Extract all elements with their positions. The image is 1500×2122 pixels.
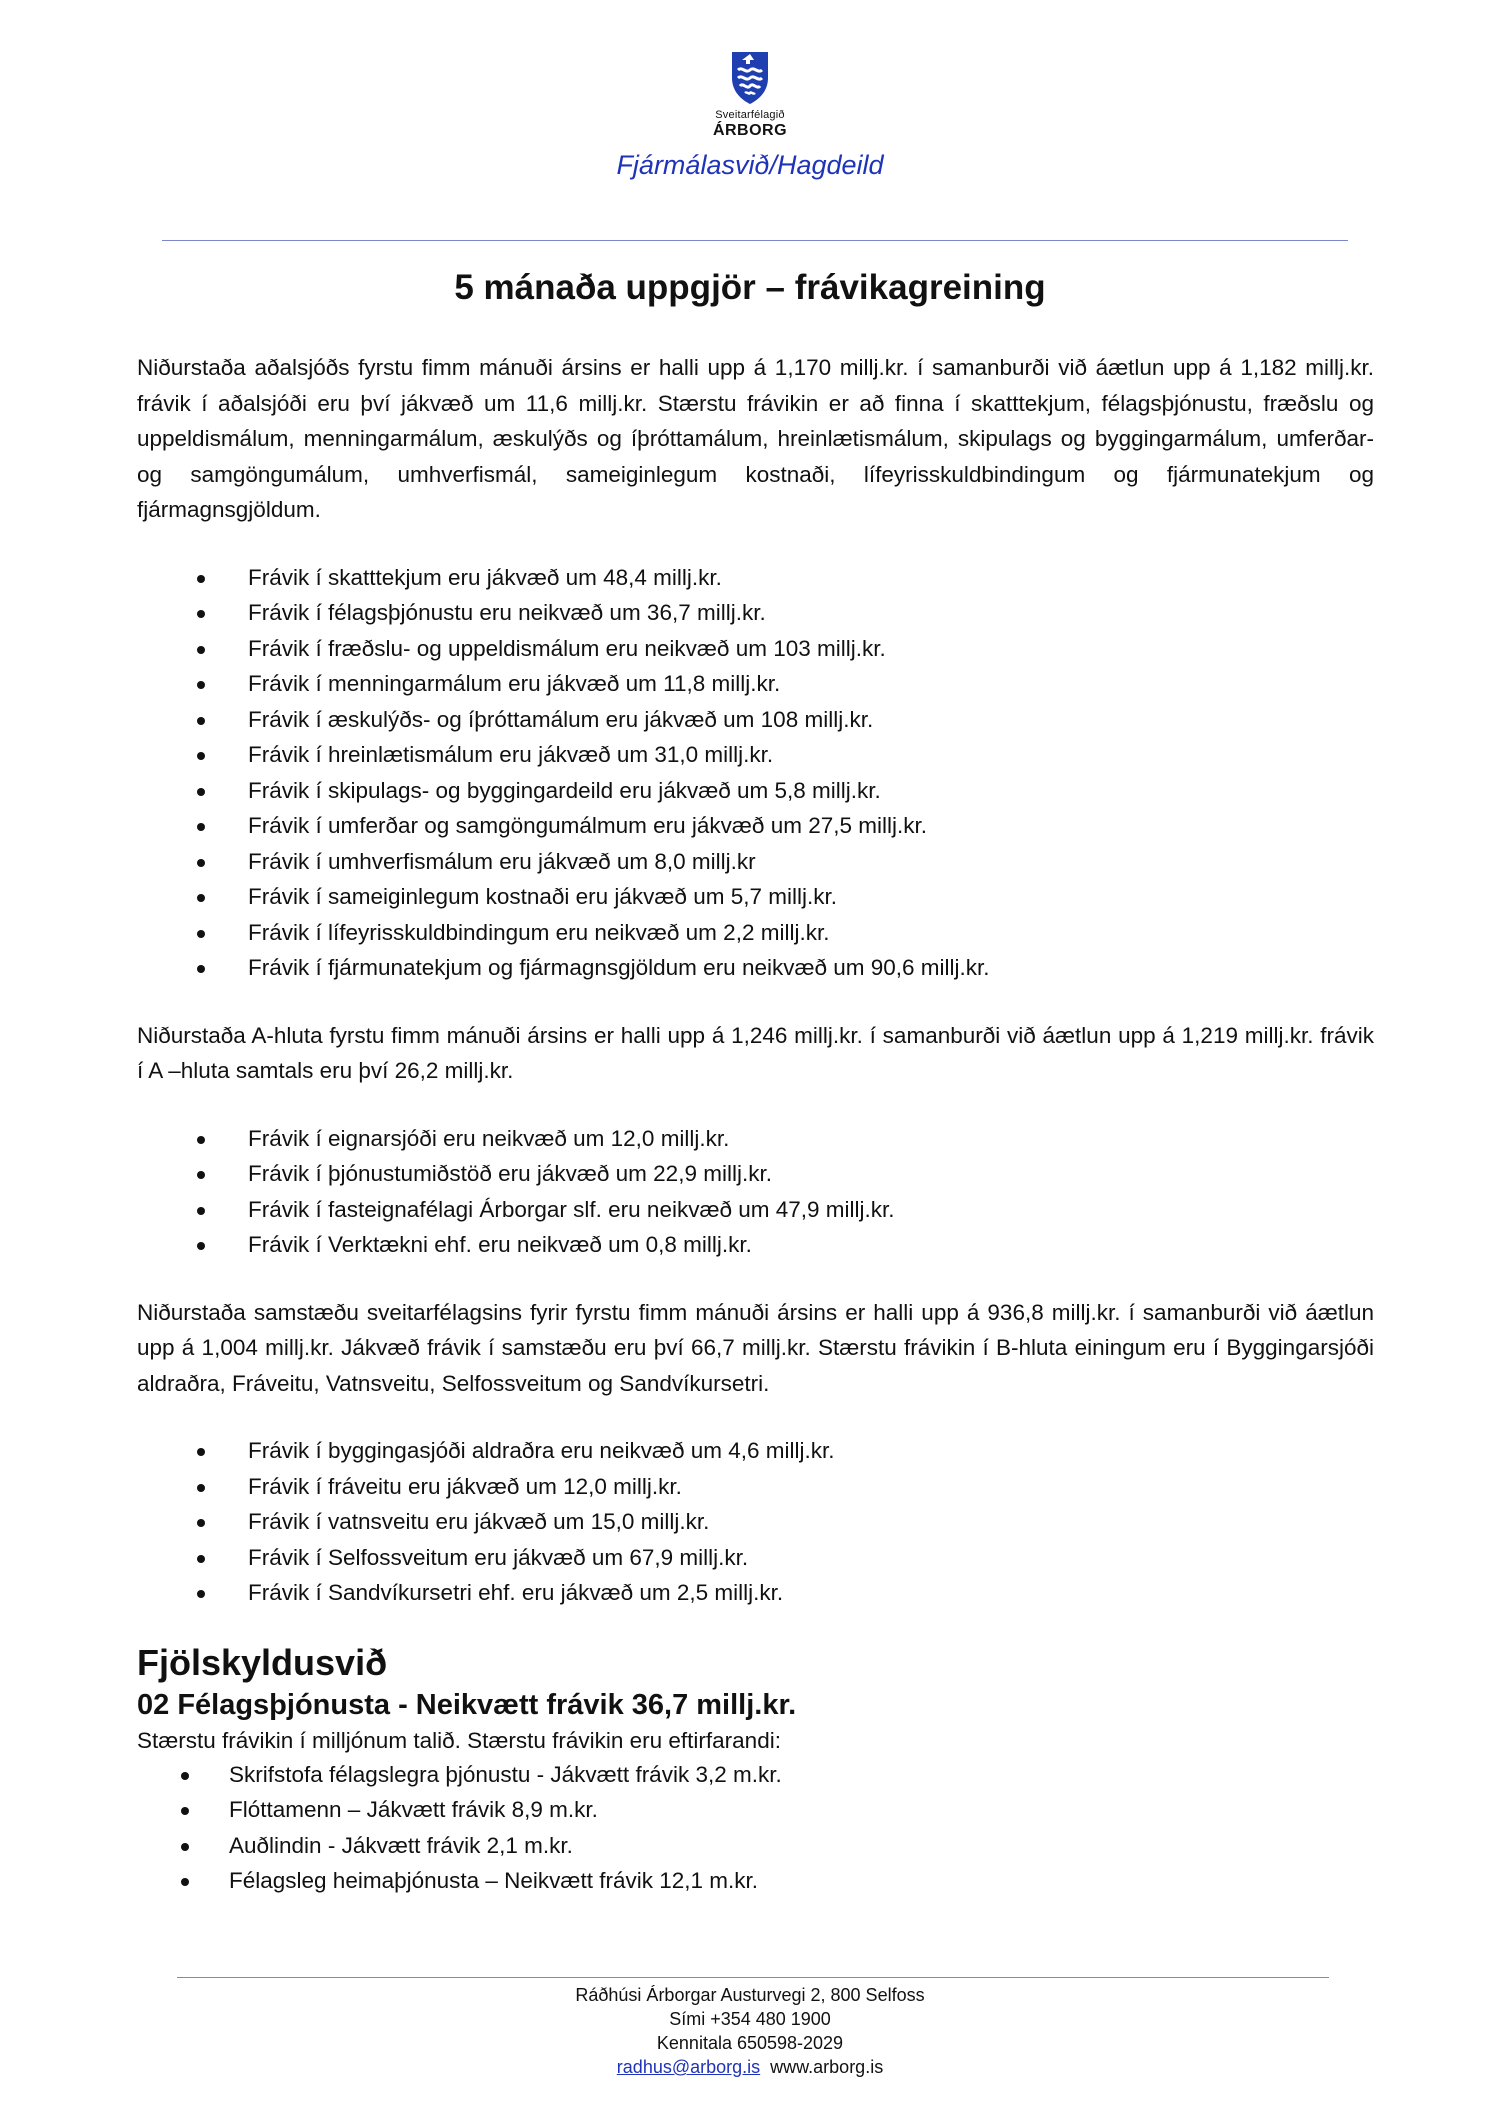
department-name: Fjármálasvið/Hagdeild: [616, 150, 884, 180]
a-part-summary: Niðurstaða A-hluta fyrstu fimm mánuði ársins er halli upp á 1,246 millj.kr. í samanburði við áætlun upp á 1,219 millj.kr. frávik í A –hluta samtals eru því 26,2 millj.kr.: [137, 1022, 1374, 1083]
bullet-icon: [197, 1242, 205, 1250]
list-item: Frávik í Sandvíkursetri ehf. eru jákvæð um 2,5 millj.kr.: [137, 1575, 1374, 1611]
bullet-icon: [181, 1878, 189, 1886]
list-item: Frávik í umhverfismálum eru jákvæð um 8,0 millj.kr: [137, 844, 1374, 880]
bullet-icon: [197, 1136, 205, 1144]
list-item: Frávik í vatnsveitu eru jákvæð um 15,0 millj.kr.: [137, 1504, 1374, 1540]
bullet-icon: [197, 1448, 205, 1456]
bullet-icon: [197, 1171, 205, 1179]
logo-line1: Sveitarfélagið: [715, 109, 785, 121]
website-text: www.arborg.is: [770, 2057, 884, 2077]
bullet-icon: [181, 1807, 189, 1815]
bullet-icon: [197, 1207, 205, 1215]
list-item: Skrifstofa félagslegra þjónustu - Jákvætt frávik 3,2 m.kr.: [137, 1757, 1374, 1793]
page-title: 5 mánaða uppgjör – frávikagreining: [454, 268, 1046, 307]
list-item: Frávik í hreinlætismálum eru jákvæð um 31,0 millj.kr.: [137, 737, 1374, 773]
list-item: Félagsleg heimaþjónusta – Neikvætt frávik 12,1 m.kr.: [137, 1863, 1374, 1899]
bullet-icon: [197, 1555, 205, 1563]
footer-phone: Sími +354 480 1900: [669, 2009, 831, 2029]
b-part-deviation-list: [137, 1433, 1374, 1611]
list-item: Frávik í fasteignafélagi Árborgar slf. eru neikvæð um 47,9 millj.kr.: [137, 1192, 1374, 1228]
group-summary: Niðurstaða samstæðu sveitarfélagsins fyrir fyrstu fimm mánuði ársins er halli upp á 936,8 millj.kr. í samanburði við áætlun upp á 1,004 millj.kr. Jákvæð frávik í samstæðu eru því 66,7 millj.kr. Stærstu frávikin í B-hluta einingum eru í Byggingarsjóði aldraðra, Fráveitu, Vatnsveitu, Selfossveitum og Sandvíkursetri.: [137, 1299, 1374, 1396]
list-item: Frávik í umferðar og samgöngumálmum eru jákvæð um 27,5 millj.kr.: [137, 808, 1374, 844]
list-item: Frávik í skipulags- og byggingardeild eru jákvæð um 5,8 millj.kr.: [137, 773, 1374, 809]
main-fund-deviation-list: [137, 560, 1374, 986]
municipality-logo: [700, 48, 800, 139]
footer-divider: [177, 1977, 1329, 1978]
list-item: Flóttamenn – Jákvætt frávik 8,9 m.kr.: [137, 1792, 1374, 1828]
subsection-heading: 02 Félagsþjónusta - Neikvætt frávik 36,7 millj.kr.: [137, 1688, 797, 1721]
list-item: Frávik í lífeyrisskuldbindingum eru neikvæð um 2,2 millj.kr.: [137, 915, 1374, 951]
bullet-icon: [197, 930, 205, 938]
bullet-icon: [197, 1519, 205, 1527]
list-item: Frávik í Verktækni ehf. eru neikvæð um 0,8 millj.kr.: [137, 1227, 1374, 1263]
list-item: Frávik í fjármunatekjum og fjármagnsgjöldum eru neikvæð um 90,6 millj.kr.: [137, 950, 1374, 986]
bullet-icon: [197, 681, 205, 689]
bullet-icon: [197, 646, 205, 654]
bullet-icon: [197, 717, 205, 725]
main-fund-summary: Niðurstaða aðalsjóðs fyrstu fimm mánuði ársins er halli upp á 1,170 millj.kr. í samanburði við áætlun upp á 1,182 millj.kr. frávik í aðalsjóði eru því jákvæð um 11,6 millj.kr. Stærstu frávikin er að finna í skatttekjum, félagsþjónustu, fræðslu og uppeldismálum, menningarmálum, æskulýðs og íþróttamálum, hreinlætismálum, skipulags og byggingarmálum, umferðar- og samgöngumálum, umhverfismál, sameiginlegum kostnaði, lífeyrisskuldbindingum og fjármunatekjum og fjármagnsgjöldum.: [137, 355, 1374, 522]
bullet-icon: [197, 788, 205, 796]
list-item: Frávik í sameiginlegum kostnaði eru jákvæð um 5,7 millj.kr.: [137, 879, 1374, 915]
list-item: Frávik í Selfossveitum eru jákvæð um 67,9 millj.kr.: [137, 1540, 1374, 1576]
bullet-icon: [197, 1590, 205, 1598]
footer: [0, 1983, 1500, 2079]
document-body: [137, 350, 1374, 1899]
list-item: Frávik í byggingasjóði aldraðra eru neikvæð um 4,6 millj.kr.: [137, 1433, 1374, 1469]
list-item: Frávik í menningarmálum eru jákvæð um 11,8 millj.kr.: [137, 666, 1374, 702]
list-item: Frávik í fráveitu eru jákvæð um 12,0 millj.kr.: [137, 1469, 1374, 1505]
bullet-icon: [197, 823, 205, 831]
arborg-crest-icon: [728, 48, 772, 106]
subsection-intro: Stærstu frávikin í milljónum talið. Stærstu frávikin eru eftirfarandi:: [137, 1727, 781, 1753]
bullet-icon: [181, 1843, 189, 1851]
list-item: Frávik í fræðslu- og uppeldismálum eru neikvæð um 103 millj.kr.: [137, 631, 1374, 667]
logo-line2: ÁRBORG: [712, 122, 788, 139]
list-item: Frávik í félagsþjónustu eru neikvæð um 36,7 millj.kr.: [137, 595, 1374, 631]
bullet-icon: [197, 1484, 205, 1492]
bullet-icon: [197, 894, 205, 902]
bullet-icon: [197, 752, 205, 760]
a-part-deviation-list: [137, 1121, 1374, 1263]
list-item: Frávik í þjónustumiðstöð eru jákvæð um 22,9 millj.kr.: [137, 1156, 1374, 1192]
bullet-icon: [197, 575, 205, 583]
footer-address: Ráðhúsi Árborgar Austurvegi 2, 800 Selfoss: [575, 1985, 925, 2005]
section-heading: Fjölskyldusvið: [137, 1641, 388, 1683]
header-divider: [162, 240, 1348, 241]
list-item: Frávik í æskulýðs- og íþróttamálum eru jákvæð um 108 millj.kr.: [137, 702, 1374, 738]
list-item: Frávik í eignarsjóði eru neikvæð um 12,0 millj.kr.: [137, 1121, 1374, 1157]
bullet-icon: [197, 965, 205, 973]
social-services-deviation-list: [137, 1757, 1374, 1899]
list-item: Frávik í skatttekjum eru jákvæð um 48,4 millj.kr.: [137, 560, 1374, 596]
bullet-icon: [197, 610, 205, 618]
email-link[interactable]: radhus@arborg.is: [616, 2057, 761, 2077]
bullet-icon: [181, 1772, 189, 1780]
footer-kennitala: Kennitala 650598-2029: [656, 2033, 844, 2053]
list-item: Auðlindin - Jákvætt frávik 2,1 m.kr.: [137, 1828, 1374, 1864]
bullet-icon: [197, 859, 205, 867]
footer-contact: [0, 2055, 1500, 2079]
